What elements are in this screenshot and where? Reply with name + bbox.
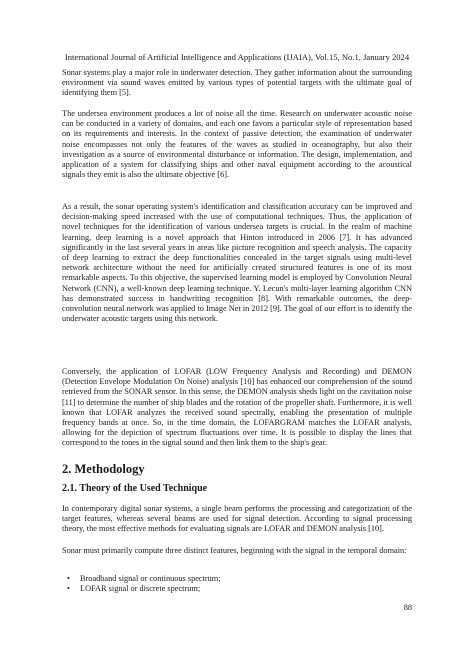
paragraph-5: In contemporary digital sonar systems, a single beam performs the processing and categorization of the target features, whereas several beams are used for signal detection. According to signal processing theory, the most effective methods for evaluating signals are LOFAR and DEMON analysis [10]. xyxy=(62,504,412,534)
paragraph-3: As a result, the sonar operating system's identification and classification accuracy can be improved and decision-making speed increased with the use of computational techniques. Thus, the application of novel techniques for the identification of various undersea targets is crucial. In the realm of machine learning, deep learning is a novel approach that Hinton introduced in 2006 [7]. It has advanced significantly in the last several years in areas like picture recognition and speech analysis. The capacity of deep learning to extract the deep functionalities concealed in the target signals using multi-level network architecture without the need for artificially created structured features is one of its most remarkable aspects. To this objective, the supervised learning model is employed by Convolution Neural Network (CNN), a well-known deep learning technique. Y. Lecun's multi-layer learning algorithm CNN has demonstrated success in handwriting recognition [8]. With remarkable outcomes, the deep-convolution neural network was applied to Image Net in 2012 [9]. The goal of our effort is to identify the underwater acoustic targets using this network. xyxy=(62,202,412,324)
journal-header: International Journal of Artificial Intelligence and Applications (IJAIA), Vol.15, No.1, January 2024 xyxy=(64,52,410,62)
paragraph-4: Conversely, the application of LOFAR (LOW Frequency Analysis and Recording) and DEMON (Detection Envelope Modulation On Noise) analysis [10] has enhanced our comprehension of the sound retrieved from the SONAR sensor. In this sense, the DEMON analysis sheds light on the cavitation noise [11] to determine the number of ship blades and the rotation of the propeller shaft. Furthermore, it is well known that LOFAR analyzes the received sound spectrally, enabling the presentation of multiple frequency bands at once. So, in the time domain, the LOFARGRAM matches the LOFAR analysis, allowing for the depiction of spectrum fluctuations over time. It is possible to display the lines that correspond to the tones in the signal sound and then link them to the ship's gear. xyxy=(62,367,412,448)
list-item: • Broadband signal or continuous spectrum; xyxy=(67,574,221,583)
feature-list xyxy=(62,574,412,595)
paragraph-2: The undersea environment produces a lot of noise all the time. Research on underwater acoustic noise can be conducted in a variety of domains, and each one favors a particular style of representation based on its requirements and interests. In the context of passive detection, the examination of underwater noise encompasses not only the features of the waves as studied in oceanography, but also their investigation as a source of environmental disturbance or information. The design, implementation, and application of a system for classifying ships and other naval equipment according to the acoustical signals they emit is also the ultimate objective [6]. xyxy=(62,109,412,180)
bullet-icon: • xyxy=(67,574,70,583)
page-number: 88 xyxy=(403,603,412,612)
bullet-icon: • xyxy=(67,584,70,594)
subsection-heading: 2.1. Theory of the Used Technique xyxy=(62,483,208,494)
list-item: • LOFAR signal or discrete spectrum; xyxy=(67,584,201,594)
paragraph-6: Sonar must primarily compute three distinct features, beginning with the signal in the temporal domain: xyxy=(62,546,407,555)
section-heading: 2. Methodology xyxy=(62,462,145,476)
paragraph-1: Sonar systems play a major role in underwater detection. They gather information about the surrounding environment via sound waves emitted by various types of potential targets with the ultimate goal of identifying them [5]. xyxy=(62,68,412,98)
